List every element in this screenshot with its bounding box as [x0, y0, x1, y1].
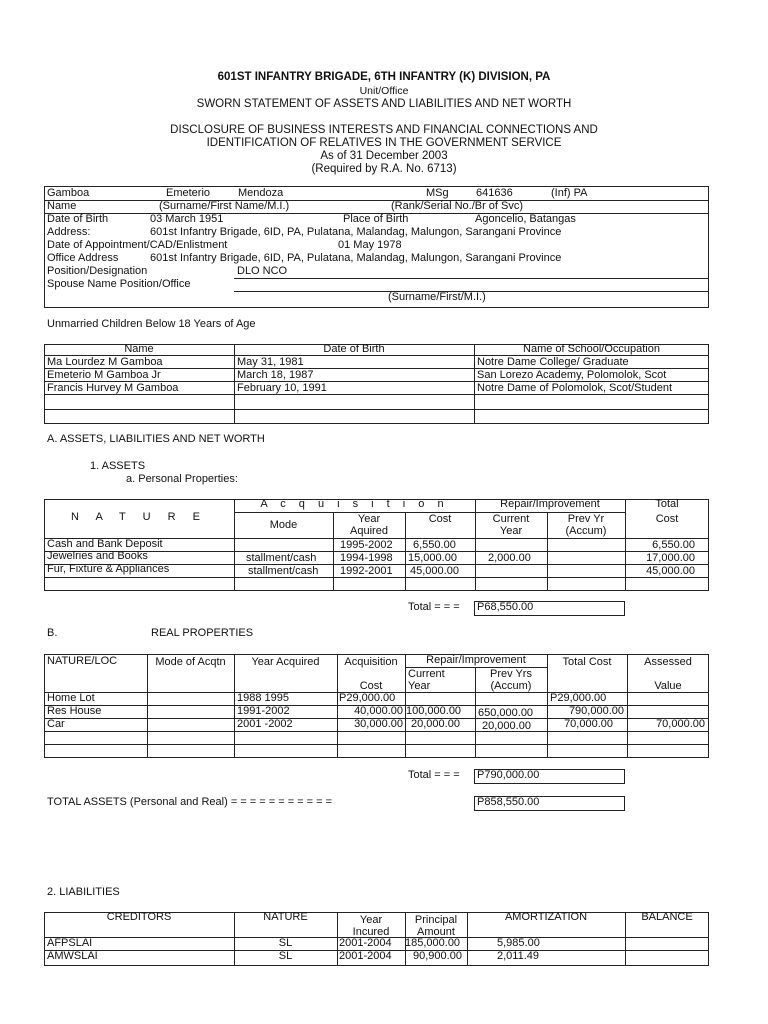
children-col-school: Name of School/Occupation	[523, 343, 660, 355]
pp-nature: Fur, Fixture & Appliances	[47, 563, 170, 575]
rp-col-prev: Prev Yrs	[490, 668, 532, 680]
rp-current: 20,000.00	[411, 718, 460, 730]
rp-col-repair: Repair/Improvement	[426, 654, 526, 666]
address-value: 601st Infantry Brigade, 6ID, PA, Pulatana, Malandag, Malungon, Sarangani Province	[150, 226, 562, 238]
rp-col-assessed: Assessed	[644, 656, 692, 668]
pp-col-prev: Prev Yr	[567, 513, 605, 525]
liab-col-principal-sub: Amount	[417, 926, 455, 938]
pp-col-acquisition: A c q u i s i t i o n	[260, 498, 449, 510]
required-by: (Required by R.A. No. 6713)	[311, 163, 457, 175]
liab-nature: SL	[278, 950, 293, 962]
pp-total-value: P68,550.00	[477, 601, 534, 613]
personal-properties-heading: a. Personal Properties:	[126, 473, 238, 485]
disclosure-line-1: DISCLOSURE OF BUSINESS INTERESTS AND FINANCIAL CONNECTIONS AND	[170, 124, 598, 136]
liab-year: 2001-2004	[339, 950, 392, 962]
pp-col-mode: Mode	[269, 519, 298, 531]
position-value: DLO NCO	[237, 265, 288, 277]
appointment-label: Date of Appointment/CAD/Enlistment	[47, 239, 228, 251]
child-school: Notre Dame of Polomolok, Scot/Student	[477, 382, 673, 394]
child-dob: March 18, 1987	[237, 369, 314, 381]
assets-heading: 1. ASSETS	[90, 460, 146, 472]
rp-col-current: Current	[408, 668, 445, 680]
rp-year: 1988 1995	[237, 692, 289, 704]
serial-value: 641636	[476, 187, 513, 199]
disclosure-line-2: IDENTIFICATION OF RELATIVES IN THE GOVERNMENT SERVICE	[206, 137, 562, 149]
total-assets-value: P858,550.00	[477, 796, 540, 808]
office-address-label: Office Address	[47, 252, 119, 264]
rp-acquisition: 30,000.00	[354, 718, 403, 730]
document-title: SWORN STATEMENT OF ASSETS AND LIABILITIES AND NET WORTH	[196, 98, 572, 110]
rp-col-assessed-sub: Value	[654, 680, 682, 692]
liab-amortization: 5,985.00	[497, 937, 540, 949]
children-col-dob: Date of Birth	[323, 343, 385, 355]
child-school: San Lorezo Academy, Polomolok, Scot	[477, 369, 667, 381]
pp-mode: stallment/cash	[248, 565, 319, 577]
rp-total: 70,000.00	[564, 718, 613, 730]
pp-cost: 45,000.00	[410, 565, 459, 577]
middle-name-value: Mendoza	[238, 187, 284, 199]
address-label: Address:	[47, 226, 91, 238]
liabilities-heading: 2. LIABILITIES	[47, 886, 120, 898]
section-b-heading: REAL PROPERTIES	[151, 627, 254, 639]
rp-total: P29,000.00	[550, 692, 607, 704]
rp-col-prev-sub: (Accum)	[490, 680, 532, 692]
liab-creditor: AFPSLAI	[47, 937, 93, 949]
pp-col-total: Total	[655, 498, 679, 510]
section-b-letter: B.	[47, 627, 58, 639]
as-of-date: As of 31 December 2003	[320, 150, 448, 162]
liab-year: 2001-2004	[339, 937, 392, 949]
rp-col-total: Total Cost	[562, 656, 612, 668]
child-school: Notre Dame College/ Graduate	[477, 356, 629, 368]
rp-total-label: Total = = =	[408, 769, 460, 781]
child-name: Ma Lourdez M Gamboa	[47, 356, 163, 368]
first-name-value: Emeterio	[166, 187, 211, 199]
pp-col-year-sub: Aquired	[350, 525, 388, 537]
rp-col-year: Year Acquired	[251, 656, 320, 668]
liab-creditor: AMWSLAI	[47, 950, 98, 962]
liab-col-balance: BALANCE	[641, 911, 693, 923]
rp-acquisition: 40,000.00	[354, 705, 403, 717]
liab-col-creditors: CREDITORS	[106, 911, 172, 923]
liab-principal: 90,900.00	[413, 950, 462, 962]
rp-col-mode: Mode of Acqtn	[155, 656, 226, 668]
liab-nature: SL	[278, 937, 293, 949]
rp-assessed: 70,000.00	[656, 718, 705, 730]
liab-col-year-sub: Incured	[352, 926, 390, 938]
children-col-name: Name	[124, 343, 154, 355]
unit-name: 601ST INFANTRY BRIGADE, 6TH INFANTRY (K) DIVISION, PA	[217, 71, 551, 83]
pob-label: Place of Birth	[343, 213, 409, 225]
spouse-label: Spouse Name Position/Office	[47, 278, 191, 290]
rp-col-current-sub: Year	[408, 680, 431, 692]
pp-col-nature: N A T U R E	[71, 511, 207, 523]
service-value: (Inf) PA	[551, 187, 588, 199]
rp-nature: Res House	[47, 705, 102, 717]
pp-col-year: Year	[357, 513, 381, 525]
rp-nature: Car	[47, 718, 65, 730]
appointment-value: 01 May 1978	[338, 239, 402, 251]
pp-total-label: Total = = =	[408, 601, 460, 613]
liab-col-year: Year	[359, 914, 383, 926]
pob-value: Agoncelio, Batangas	[475, 213, 576, 225]
pp-col-repair: Repair/Improvement	[500, 498, 600, 510]
rp-col-acquisition: Acquisition	[344, 656, 398, 668]
pp-total: 17,000.00	[646, 552, 695, 564]
spouse-caption: (Surname/First/M.I.)	[388, 291, 486, 303]
rank-caption: (Rank/Serial No./Br of Svc)	[391, 200, 524, 212]
pp-year: 1995-2002	[340, 539, 393, 551]
pp-current: 2,000.00	[488, 552, 531, 564]
dob-label: Date of Birth	[47, 213, 109, 225]
name-label: Name	[47, 200, 77, 212]
rp-col-nature: NATURE/LOC	[47, 655, 118, 667]
rp-nature: Home Lot	[47, 692, 95, 704]
rank-value: MSg	[426, 187, 449, 199]
rp-year: 1991-2002	[237, 705, 290, 717]
section-a-heading: A. ASSETS, LIABILITIES AND NET WORTH	[47, 433, 265, 445]
pp-nature: Cash and Bank Deposit	[47, 538, 163, 550]
liab-col-nature: NATURE	[263, 911, 308, 923]
liab-principal: 185,000.00	[405, 937, 461, 949]
pp-col-current-sub: Year	[499, 525, 523, 537]
liab-col-principal: Principal	[414, 914, 458, 926]
pp-nature: Jewelries and Books	[47, 550, 148, 562]
pp-col-cost: Cost	[428, 513, 452, 525]
total-assets-label: TOTAL ASSETS (Personal and Real) = = = = = = = = = = =	[47, 796, 333, 808]
child-name: Francis Hurvey M Gamboa	[47, 382, 179, 394]
pp-col-current: Current	[492, 513, 530, 525]
position-label: Position/Designation	[47, 265, 148, 277]
pp-mode: stallment/cash	[246, 552, 317, 564]
rp-prev: 20,000.00	[482, 720, 531, 732]
pp-year: 1992-2001	[340, 565, 393, 577]
surname-value: Gamboa	[47, 187, 90, 199]
pp-col-total-cost: Cost	[655, 513, 679, 525]
liab-amortization: 2,011.49	[497, 950, 540, 962]
rp-acquisition: P29,000.00	[339, 692, 396, 704]
rp-total-value: P790,000.00	[477, 769, 540, 781]
rp-col-acquisition-sub: Cost	[359, 680, 383, 692]
name-caption: (Surname/First Name/M.I.)	[159, 200, 290, 212]
child-dob: February 10, 1991	[237, 382, 327, 394]
children-heading: Unmarried Children Below 18 Years of Age	[47, 318, 256, 330]
dob-value: 03 March 1951	[150, 213, 224, 225]
rp-current: 100,000.00	[406, 705, 462, 717]
rp-total: 790,000.00	[568, 705, 624, 717]
pp-cost: 6,550.00	[413, 539, 456, 551]
pp-year: 1994-1998	[340, 552, 393, 564]
child-name: Emeterio M Gamboa Jr	[47, 369, 161, 381]
liab-col-amortization: AMORTIZATION	[504, 911, 588, 923]
rp-year: 2001 -2002	[237, 718, 293, 730]
pp-col-prev-sub: (Accum)	[565, 525, 607, 537]
child-dob: May 31, 1981	[237, 356, 304, 368]
rp-prev: 650,000.00	[478, 707, 534, 719]
office-address-value: 601st Infantry Brigade, 6ID, PA, Pulatana, Malandag, Malungon, Sarangani Province	[150, 252, 562, 264]
pp-total: 6,550.00	[652, 539, 695, 551]
unit-caption: Unit/Office	[359, 85, 409, 97]
pp-total: 45,000.00	[646, 565, 695, 577]
pp-cost: 15,000.00	[408, 552, 457, 564]
